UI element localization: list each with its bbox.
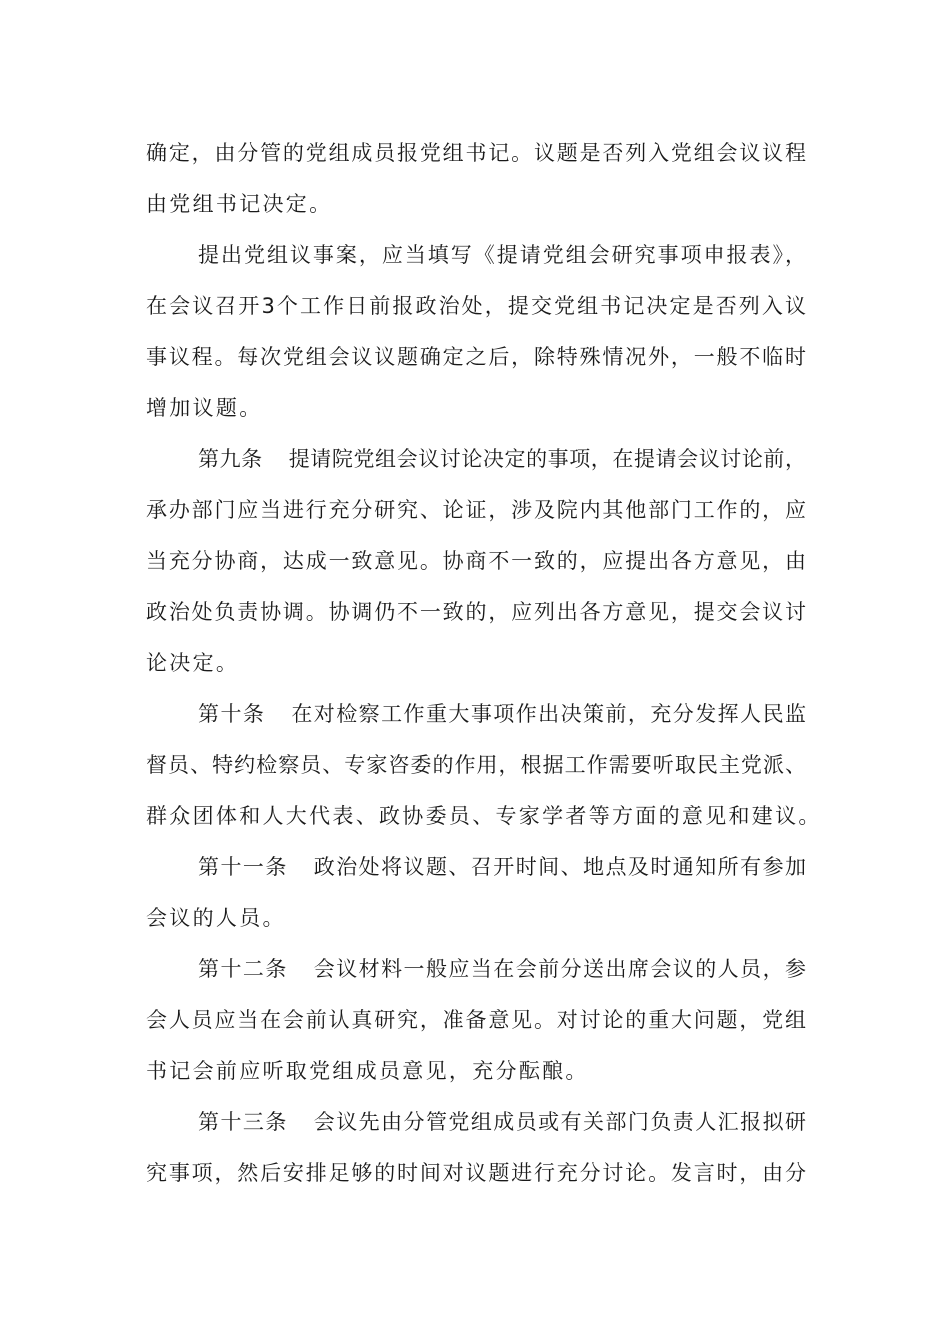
paragraph-article-10: [146, 689, 822, 842]
text-line: 督员、特约检察员、专家咨委的作用，根据工作需要听取民主党派、: [146, 753, 806, 777]
text-line: 群众团体和人大代表、政协委员、专家学者等方面的意见和建议。: [146, 804, 822, 828]
article-number: 第十三条: [198, 1110, 288, 1134]
text-line: 事议程。每次党组会议议题确定之后，除特殊情况外，一般不临时: [146, 345, 806, 369]
text-line: 论决定。: [146, 651, 240, 675]
text-line: 确定，由分管的党组成员报党组书记。议题是否列入党组会议议程: [146, 141, 806, 165]
text-line: [146, 434, 806, 485]
text-line-body: 政治处将议题、召开时间、地点及时通知所有参加: [313, 855, 807, 879]
text-line: 提出党组议事案，应当填写《提请党组会研究事项申报表》，: [198, 243, 806, 267]
text-line: 政治处负责协调。协调仍不一致的，应列出各方意见，提交会议讨: [146, 600, 806, 624]
paragraph-article-9: [146, 434, 806, 689]
paragraph-article-12: [146, 944, 806, 1097]
text-line: 究事项，然后安排足够的时间对议题进行充分讨论。发言时，由分: [146, 1161, 806, 1185]
text-line: [146, 1097, 806, 1148]
article-number: 第十一条: [198, 855, 288, 879]
article-number: 第十二条: [198, 957, 288, 981]
document-page: [146, 128, 822, 1199]
text-line-body: 提请院党组会议讨论决定的事项，在提请会议讨论前，: [288, 447, 807, 471]
text-line: [146, 689, 806, 740]
text-line-body: 会议先由分管党组成员或有关部门负责人汇报拟研: [313, 1110, 807, 1134]
paragraph-article-13: [146, 1097, 806, 1199]
paragraph-continuation: [146, 128, 806, 230]
paragraph-proposal: [146, 230, 806, 434]
text-line: 会人员应当在会前认真研究，准备意见。对讨论的重大问题，党组: [146, 1008, 806, 1032]
text-line: [146, 944, 806, 995]
text-line: 增加议题。: [146, 396, 263, 420]
text-line-body: 在对检察工作重大事项作出决策前，充分发挥人民监: [291, 702, 807, 726]
text-line: 承办部门应当进行充分研究、论证，涉及院内其他部门工作的，应: [146, 498, 806, 522]
article-number: 第九条: [198, 447, 263, 471]
text-line: [146, 842, 806, 893]
text-line: 当充分协商，达成一致意见。协商不一致的，应提出各方意见，由: [146, 549, 806, 573]
text-line-body: 会议材料一般应当在会前分送出席会议的人员，参: [313, 957, 807, 981]
article-number: 第十条: [198, 702, 266, 726]
text-line: 会议的人员。: [146, 906, 286, 930]
paragraph-article-11: [146, 842, 806, 944]
text-line: 由党组书记决定。: [146, 192, 333, 216]
text-line: 在会议召开3个工作日前报政治处，提交党组书记决定是否列入议: [146, 294, 806, 318]
text-line: 书记会前应听取党组成员意见，充分酝酿。: [146, 1059, 589, 1083]
